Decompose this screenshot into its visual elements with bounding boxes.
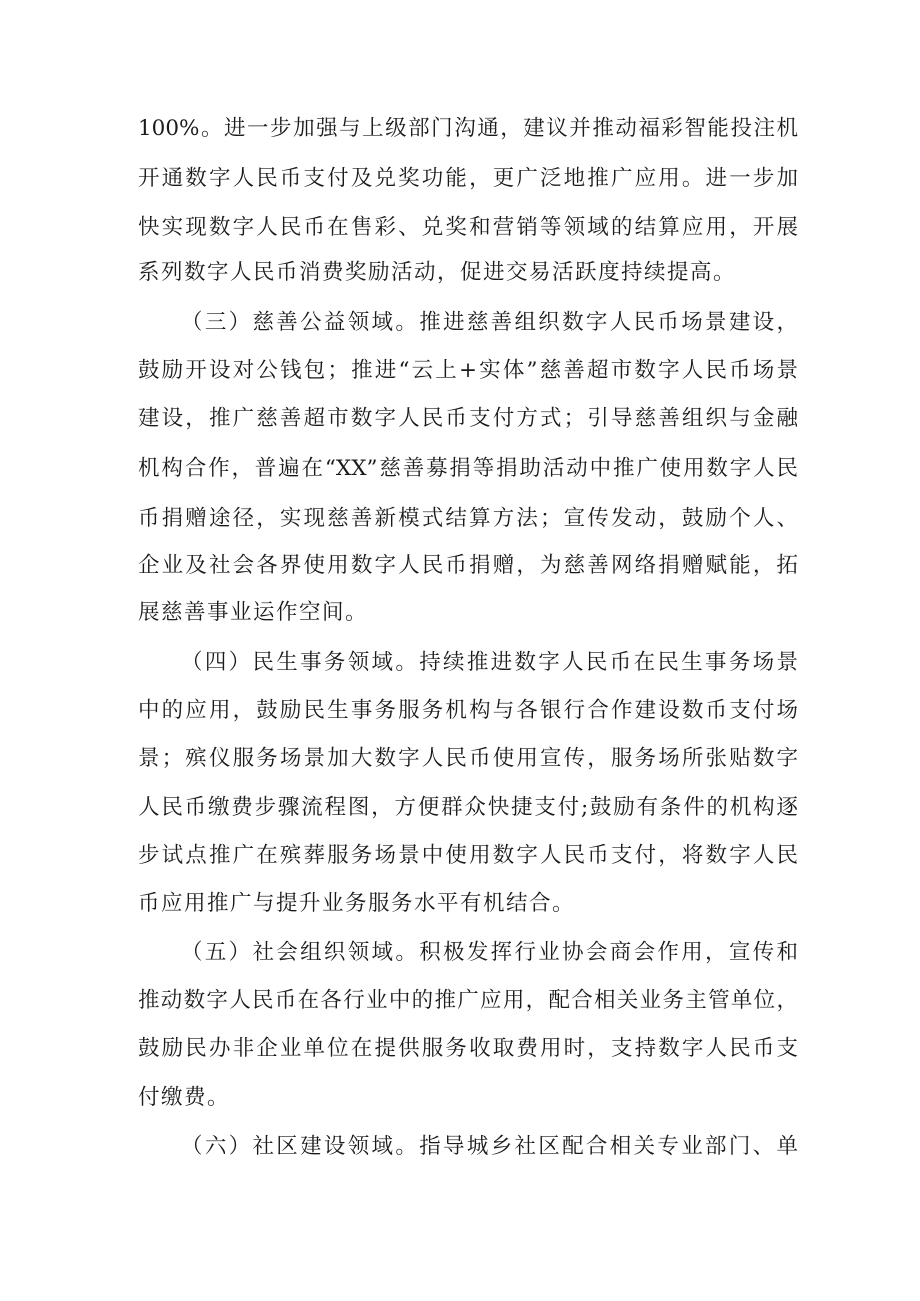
section-heading-line: （六）社区建设领域。指导城乡社区配合相关专业部门、单 (181, 1134, 798, 1159)
paragraph-line: 中的应用，鼓励民生事务服务机构与各银行合作建设数币支付场 (138, 698, 798, 723)
paragraph-line: 100%。进一步加强与上级部门沟通，建议并推动福彩智能投注机 (138, 116, 798, 141)
paragraph-line: 付缴费。 (138, 1085, 231, 1110)
paragraph-line: 鼓励开设对公钱包；推进“云上+实体”慈善超市数字人民币场景 (138, 358, 798, 383)
paragraph-line: 开通数字人民币支付及兑奖功能，更广泛地推广应用。进一步加 (138, 166, 798, 191)
paragraph-line: 企业及社会各界使用数字人民币捐赠，为慈善网络捐赠赋能，拓 (138, 553, 798, 578)
paragraph-line: 系列数字人民币消费奖励活动，促进交易活跃度持续提高。 (138, 260, 737, 285)
section-heading-line: （五）社会组织领域。积极发挥行业协会商会作用，宣传和 (181, 940, 798, 965)
section-heading-line: （三）慈善公益领域。推进慈善组织数字人民币场景建设， (181, 310, 798, 335)
paragraph-line: 展慈善事业运作空间。 (138, 600, 369, 625)
paragraph-line: 建设，推广慈善超市数字人民币支付方式；引导慈善组织与金融 (138, 406, 798, 431)
paragraph-line: 推动数字人民币在各行业中的推广应用，配合相关业务主管单位， (138, 988, 798, 1013)
paragraph-line: 机构合作，普遍在“XX”慈善募捐等捐助活动中推广使用数字人民 (138, 456, 798, 481)
paragraph-line: 快实现数字人民币在售彩、兑奖和营销等领域的结算应用，开展 (138, 215, 798, 240)
paragraph-line: 景；殡仪服务场景加大数字人民币使用宣传，服务场所张贴数字 (138, 746, 798, 771)
section-heading-line: （四）民生事务领域。持续推进数字人民币在民生事务场景 (181, 650, 798, 675)
paragraph-line: 人民币缴费步骤流程图，方便群众快捷支付;鼓励有条件的机构逐 (138, 795, 798, 820)
paragraph-line: 币捐赠途径，实现慈善新模式结算方法；宣传发动，鼓励个人、 (138, 506, 798, 531)
paragraph-line: 步试点推广在殡葬服务场景中使用数字人民币支付，将数字人民 (138, 843, 798, 868)
paragraph-line: 币应用推广与提升业务服务水平有机结合。 (138, 891, 576, 916)
paragraph-line: 鼓励民办非企业单位在提供服务收取费用时，支持数字人民币支 (138, 1036, 798, 1061)
